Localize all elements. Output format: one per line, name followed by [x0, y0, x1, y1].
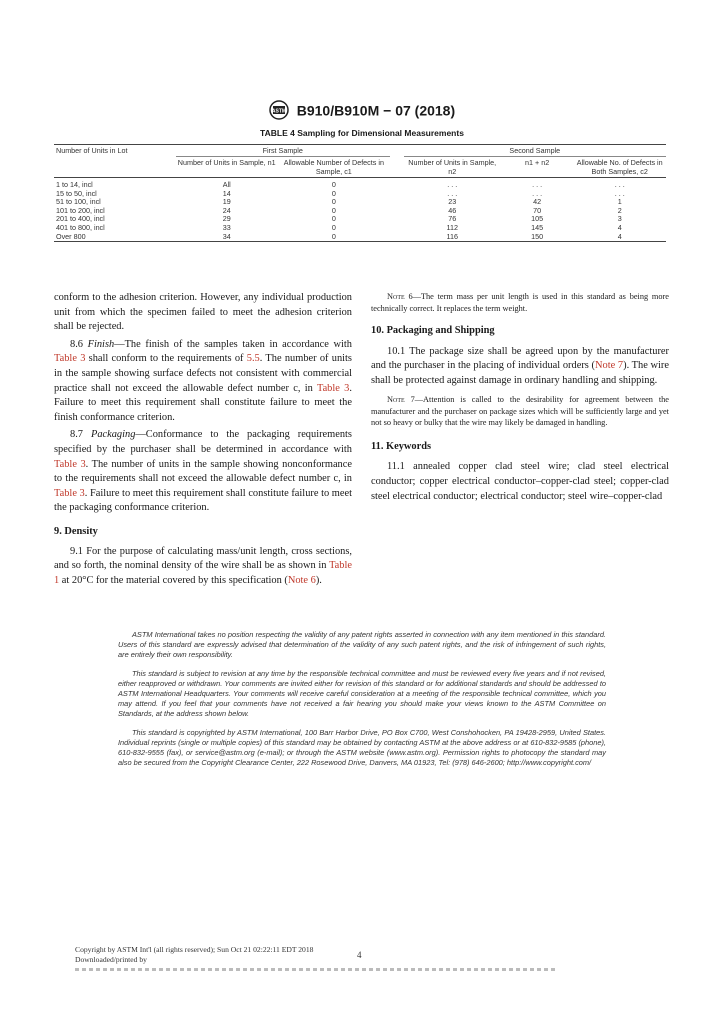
patent-disclaimer: ASTM International takes no position respecting the validity of any patent rights asserted in connection with any item mentioned in this standard. Users of this standard are expressly advised that determination of the validity of any such patent rights, and the risk of infringement of such rights, are entirely their own responsibility. — [118, 630, 606, 660]
footer-redacted-line — [75, 968, 555, 971]
cell-c1: 0 — [278, 233, 390, 242]
cell-lot: 401 to 800, incl — [56, 222, 105, 232]
cell-sum: 150 — [501, 233, 574, 242]
cell-c1: 0 — [331, 180, 336, 189]
cell-sum: . . . — [532, 188, 543, 198]
table-row — [54, 198, 666, 207]
table3-link[interactable]: Table 3 — [54, 487, 85, 499]
section-10-heading: 10. Packaging and Shipping — [371, 325, 495, 336]
col-lot-header: Number of Units in Lot — [54, 145, 176, 157]
cell-c1: 0 — [331, 188, 336, 198]
right-column — [371, 291, 669, 504]
cell-sum: . . . — [532, 180, 543, 189]
c2-header: Allowable No. of Defects in Both Samples, c2 — [573, 157, 666, 178]
copyright-disclaimer: This standard is copyrighted by ASTM International, 100 Barr Harbor Drive, PO Box C700, West Conshohocken, PA 19428-2959, United States. Individual reprints (single or multiple copies) of this standard may be obtained by contacting ASTM at the above address or at 610-832-9585 (phone), 610-832-9555 (fax), or service@astm.org (e-mail); or through the ASTM website (www.astm.org). Permission rights to photocopy the standard may also be secured from the Copyright Clearance Center, 222 Rosewood Drive, Danvers, MA 01923, Tel: (978) 646-2600; http://www.copyright.com/ — [118, 727, 606, 768]
second-sample-header: Second Sample — [404, 145, 666, 157]
note-6: Note 6—The term mass per unit length is used in this standard as being more technically correct. It replaces the term weight. — [371, 292, 669, 313]
keywords-paragraph: 11.1 annealed copper clad steel wire; clad steel electrical conductor; copper electrical conductor–copper-clad steel; copper-clad steel electrical conductor; electrical conductor; steel wire–copper-clad — [371, 461, 669, 502]
standard-designation: B910/B910M − 07 (2018) — [296, 102, 456, 119]
cell-c1: 0 — [331, 214, 336, 224]
cell-sum: 145 — [531, 222, 544, 232]
cell-n2: 116 — [404, 233, 501, 242]
cell-lot: 51 to 100, incl — [56, 197, 101, 207]
packaging-paragraph: 8.7 Packaging—Conformance to the packaging requirements specified by the purchaser shall be determined in accordance with Table 3. The number of units in the sample showing nonconformance to the requirements shall not exceed the allowable defect number c, in Table 3. Failure to meet this requirement shall constitute failure to meet the packaging conformance criterion. — [54, 429, 352, 514]
cell-lot: 15 to 50, incl — [56, 188, 97, 198]
cell-n2: 23 — [448, 197, 457, 207]
disclaimer-block — [118, 630, 606, 768]
cell-n1: 29 — [222, 214, 231, 224]
cell-n2: . . . — [447, 188, 458, 198]
cell-lot: 101 to 200, incl — [56, 205, 105, 215]
table3-link[interactable]: Table 3 — [54, 458, 86, 470]
section-11-heading: 11. Keywords — [371, 440, 432, 452]
cell-n2: . . . — [447, 180, 458, 189]
section-5-5-link[interactable]: 5.5 — [246, 353, 260, 365]
table-row — [54, 215, 666, 224]
density-paragraph: 9.1 For the purpose of calculating mass/unit length, cross sections, and so forth, the nominal density of the wire shall be as shown in Table 1 at 20°C for the material covered by this specification (Note 6). — [54, 545, 352, 586]
cell-c2: 2 — [617, 205, 622, 215]
table-title: TABLE 4 Sampling for Dimensional Measurements — [260, 128, 464, 138]
footer-line-2: Downloaded/printed by — [75, 955, 147, 964]
table1-link[interactable]: Table 1 — [54, 560, 352, 586]
footer-copyright — [75, 945, 555, 971]
adhesion-paragraph: conform to the adhesion criterion. However, any individual production unit from which the specimen failed to meet the adhesion criterion shall be rejected. — [54, 292, 352, 333]
table3-link[interactable]: Table 3 — [316, 382, 350, 394]
cell-lot: Over 800 — [54, 233, 176, 242]
cell-n1: 34 — [176, 233, 278, 242]
page-number: 4 — [357, 950, 362, 960]
cell-n2: 46 — [448, 205, 457, 215]
cell-c2: . . . — [614, 180, 625, 189]
left-column — [54, 291, 352, 588]
table-row — [54, 233, 666, 242]
table3-link[interactable]: Table 3 — [54, 353, 86, 365]
table-row — [54, 190, 666, 199]
cell-n1: 33 — [222, 222, 231, 232]
document-header — [0, 102, 724, 122]
cell-c1: 0 — [331, 197, 336, 207]
cell-n1: All — [222, 180, 231, 189]
cell-sum: 42 — [533, 197, 542, 207]
cell-sum: 70 — [533, 205, 542, 215]
cell-lot: 201 to 400, incl — [56, 214, 105, 224]
cell-n2: 76 — [448, 214, 457, 224]
sampling-table — [54, 144, 666, 242]
cell-c2: 1 — [617, 197, 622, 207]
cell-c2: . . . — [614, 188, 625, 198]
first-sample-header: First Sample — [176, 145, 390, 157]
cell-c1: 0 — [331, 205, 336, 215]
footer-line-1: Copyright by ASTM Int'l (all rights reserved); Sun Oct 21 02:22:11 EDT 2018 — [75, 945, 314, 954]
cell-n1: 24 — [222, 205, 231, 215]
n1-header: Number of Units in Sample, n1 — [176, 157, 278, 178]
table-row — [54, 207, 666, 216]
cell-n1: 14 — [222, 188, 231, 198]
cell-n1: 19 — [222, 197, 231, 207]
cell-c1: 0 — [331, 222, 336, 232]
note7-link[interactable]: Note 7 — [595, 360, 624, 372]
cell-c2: 4 — [617, 222, 622, 232]
cell-sum: 105 — [531, 214, 544, 224]
cell-lot: 1 to 14, incl — [56, 180, 93, 189]
svg-text:ASTM: ASTM — [271, 108, 286, 115]
astm-logo-icon — [269, 100, 289, 120]
note-7: Note 7—Attention is called to the desirability for agreement between the manufacturer and the purchaser on package sizes which will be sufficiently large and yet not so heavy or bulky that the wire may likely be damaged in handling. — [371, 395, 669, 428]
table-row — [54, 224, 666, 233]
cell-c2: 4 — [573, 233, 666, 242]
c1-header: Allowable Number of Defects in Sample, c1 — [278, 157, 390, 178]
section-9-heading: 9. Density — [54, 525, 98, 537]
finish-paragraph: 8.6 Finish—The finish of the samples taken in accordance with Table 3 shall conform to the requirements of 5.5. The number of units in the sample showing surface defects not consistent with commercial practice shall not exceed the allowable defect number c, in Table 3. Failure to meet this requirement shall constitute failure to meet the finish conformance criterion. — [54, 338, 353, 423]
revision-disclaimer: This standard is subject to revision at any time by the responsible technical committee and must be reviewed every five years and if not revised, either reapproved or withdrawn. Your comments are invited either for revision of this standard or for additional standards and should be addressed to ASTM International Headquarters. Your comments will receive careful consideration at a meeting of the responsible technical committee, which you may attend. If you feel that your comments have not received a fair hearing you should make your views known to the ASTM Committee on Standards, at the address shown below. — [118, 668, 606, 719]
cell-n2: 112 — [446, 222, 458, 232]
n2-header: Number of Units in Sample, n2 — [404, 157, 501, 178]
packaging-shipping-paragraph: 10.1 The package size shall be agreed upon by the manufacturer and the purchaser in the placing of individual orders (Note 7). The wire shall be protected against damage in ordinary handling and shipping. — [371, 345, 670, 386]
table-row — [54, 178, 666, 190]
cell-c2: 3 — [617, 214, 622, 224]
note6-link[interactable]: Note 6 — [287, 574, 316, 586]
n1n2-header: n1 + n2 — [501, 157, 574, 178]
